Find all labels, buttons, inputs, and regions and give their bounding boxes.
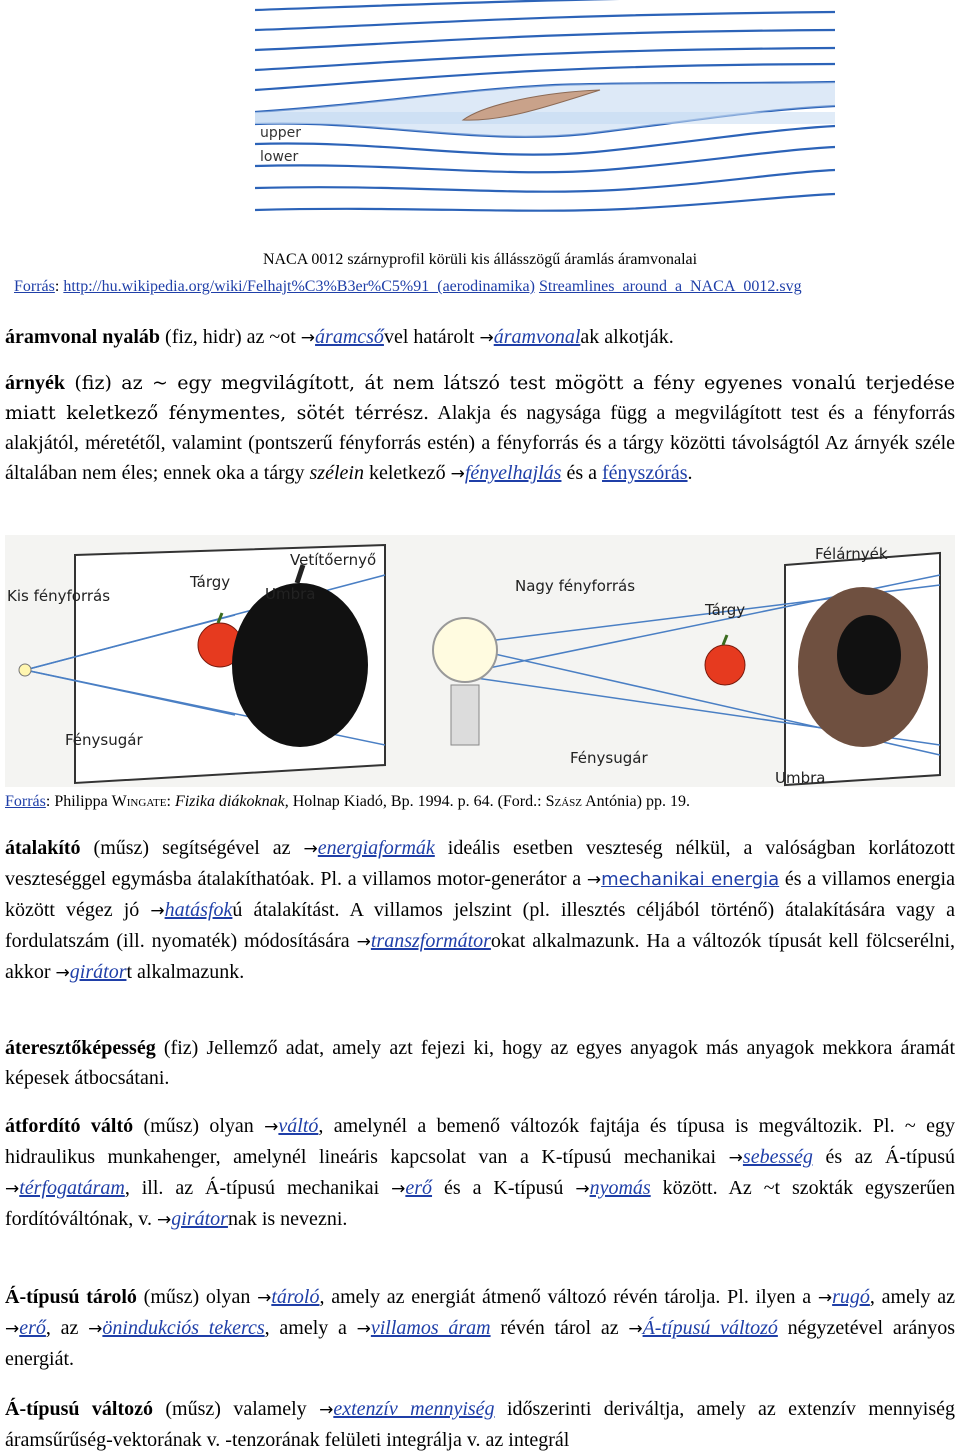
link-hatasfok[interactable]: hatásfok [164,899,233,921]
label-lower: lower [260,149,299,165]
arrow-icon: → [150,901,165,921]
link-rugo[interactable]: rugó [832,1286,870,1308]
term: árnyék [5,372,65,394]
label-umbra-left: Umbra [265,585,316,603]
link-aramvonal[interactable]: áramvonal [493,326,581,348]
label-felarnyek: Félárnyék [815,545,888,563]
term: áramvonal nyaláb [5,326,161,348]
link-fenyszoras[interactable]: fényszórás [602,462,688,484]
entry-aramvonal-nyalab: áramvonal nyaláb (fiz, hidr) az ~ot →áramcsővel határolt →áramvonalak alkotják. [5,326,674,348]
source-label-link[interactable]: Forrás [5,793,46,810]
term: Á-típusú változó [5,1398,153,1420]
svg-link[interactable]: Streamlines_around_a_NACA_0012.svg [538,278,802,295]
label-fenysugar-right: Fénysugár [570,749,648,767]
arrow-icon: → [88,1319,103,1339]
arrow-icon: → [264,1117,279,1137]
arrow-icon: → [728,1148,743,1168]
label-nagy-fenyforras: Nagy fényforrás [515,577,636,595]
arrow-icon: → [586,870,602,890]
link-terfogataram[interactable]: térfogatáram [19,1177,125,1199]
entry-atalakito: átalakító (műsz) segítségével az →energiaformák ideális esetben veszteség nélkül, a valóságban korlátozott veszteséggel egymásba átalakíthatóak. Pl. a villamos motor-generátor a →mechanikai energia és a villamos energia között végez jó →hatásfokú átalakítást. A villamos jelszint (pl. illesztés céljából történő) átalakítására vagy a fordulatszám (ill. nyomaték) módosítására →transzformátorokat alkalmazunk. Ha a változók típusát kell fölcserélni, akkor →girátort alkalmazunk. [5,837,956,983]
figure1-caption: NACA 0012 szárnyprofil körüli kis állásszögű áramlás áramvonalai [262,251,698,268]
arrow-icon: → [356,932,371,952]
link-girator[interactable]: girátor [69,961,127,983]
entry-a-tipusu-tarolo: Á-típusú tároló (műsz) olyan →tároló, amely az energiát átmenő változó révén tárolja. Pl. ilyen a →rugó, amely az →erő, az →önindukciós tekercs, amely a →villamos áram révén tárol az →Á-típusú változó négyzetével arányos energiát. [5,1286,956,1370]
arrow-icon: → [628,1319,643,1339]
arrow-icon: → [55,963,70,983]
entry-atfordito-valto: átfordító váltó (műsz) olyan →váltó, amelynél a bemenő változók fajtája és típusa is megváltozik. Pl. ~ egy hidraulikus munkahenger, amelynél lineáris kapcsolat van a K-típusú mechanikai →sebesség és az Á-típusú →térfogatáram, ill. az Á-típusú mechanikai →erő és a K-típusú →nyomás között. Az ~t szokták egyszerűen fordítóváltónak, v. →girátornak is nevezni. [5,1115,955,1230]
label-targy-right: Tárgy [705,601,746,619]
link-valto[interactable]: váltó [278,1115,319,1137]
source-label-link[interactable]: Forrás [14,278,55,295]
link-a-tipusu-valtozo[interactable]: Á-típusú változó [642,1317,778,1339]
term: Á-típusú tároló [5,1286,137,1308]
figure2-source: Forrás: Philippa Wingate: Fizika diákoknak, Holnap Kiadó, Bp. 1994. p. 64. (Ford.: Szász Antónia) pp. 19. [5,793,690,810]
link-aramcso[interactable]: áramcső [315,326,384,348]
label-kis-fenyforras: Kis fényforrás [7,587,111,605]
entry-arnyek: árnyék (fiz) az ~ egy megvilágított, át nem látszó test mögött a fény egyenes vonalú terjedése miatt keletkező fénymentes, sötét térrész. Alakja és nagysága függ a megvilágított test és a fényforrás alakjától, méretétől, valamint (pontszerű fényforrás estén) a fényforrás és a tárgy közötti távolságtól Az árnyék széle általában nem éles; ennek oka a tárgy szélein keletkező →fényelhajlás és a fényszórás. [5,372,955,484]
arrow-icon: → [257,1288,272,1308]
arrow-icon: → [5,1319,20,1339]
label-targy-left: Tárgy [190,573,231,591]
arrow-icon: → [479,328,494,348]
shadow-diagram-figure [5,535,955,787]
arrow-icon: → [817,1288,833,1308]
link-fenyelhajlas[interactable]: fényelhajlás [464,462,562,484]
label-vetitoerny: Vetítőernyő [290,551,377,569]
entry-a-tipusu-valtozo: Á-típusú változó (műsz) valamely →extenzív mennyiség időszerinti deriváltja, amely az extenzív mennyiség áramsűrűség-vektorának v. -tenzorának felületi integrálja v. az integrál [5,1398,955,1451]
arrow-icon: → [391,1179,406,1199]
link-sebesseg[interactable]: sebesség [742,1146,813,1168]
arrow-icon: → [356,1319,371,1339]
link-ero[interactable]: erő [405,1177,433,1199]
arrow-icon: → [450,464,465,484]
link-onindukcios-tekercs[interactable]: önindukciós tekercs [102,1317,265,1339]
airfoil-streamlines-figure [255,0,835,240]
link-villamos-aram[interactable]: villamos áram [370,1317,491,1339]
term: átfordító váltó [5,1115,134,1137]
link-tarolo[interactable]: tároló [271,1286,320,1308]
term: áteresztőképesség [5,1037,156,1059]
entry-ateresztokepesseg: áteresztőképesség (fiz) Jellemző adat, amely azt fejezi ki, hogy az egyes anyagok más anyagok mekkora áramát képesek átbocsátani. [5,1037,955,1089]
arrow-icon: → [319,1400,334,1420]
arrow-icon: → [157,1210,172,1230]
arrow-icon: → [575,1179,590,1199]
link-energiaformak[interactable]: energiaformák [317,837,435,859]
arrow-icon: → [300,328,316,348]
link-girator-2[interactable]: girátor [171,1208,228,1230]
link-ero-2[interactable]: erő [19,1317,46,1339]
arrow-icon: → [303,839,318,859]
link-nyomas[interactable]: nyomás [589,1177,651,1199]
link-transzformator[interactable]: transzformátor [370,930,491,952]
term: átalakító [5,837,81,859]
label-upper: upper [260,125,302,141]
arrow-icon: → [5,1179,20,1199]
label-fenysugar-left: Fénysugár [65,731,143,749]
figure1-source: Forrás: http://hu.wikipedia.org/wiki/Felhajt%C3%B3er%C5%91_(aerodinamika) Streamlines_around_a_NACA_0012.svg [14,278,802,295]
wikipedia-link[interactable]: http://hu.wikipedia.org/wiki/Felhajt%C3%B3er%C5%91_(aerodinamika) [63,278,535,295]
link-extenziv-mennyiseg[interactable]: extenzív mennyiség [333,1398,495,1420]
label-umbra-right: Umbra [775,769,826,787]
link-mechanikai-energia[interactable]: mechanikai energia [601,869,780,890]
